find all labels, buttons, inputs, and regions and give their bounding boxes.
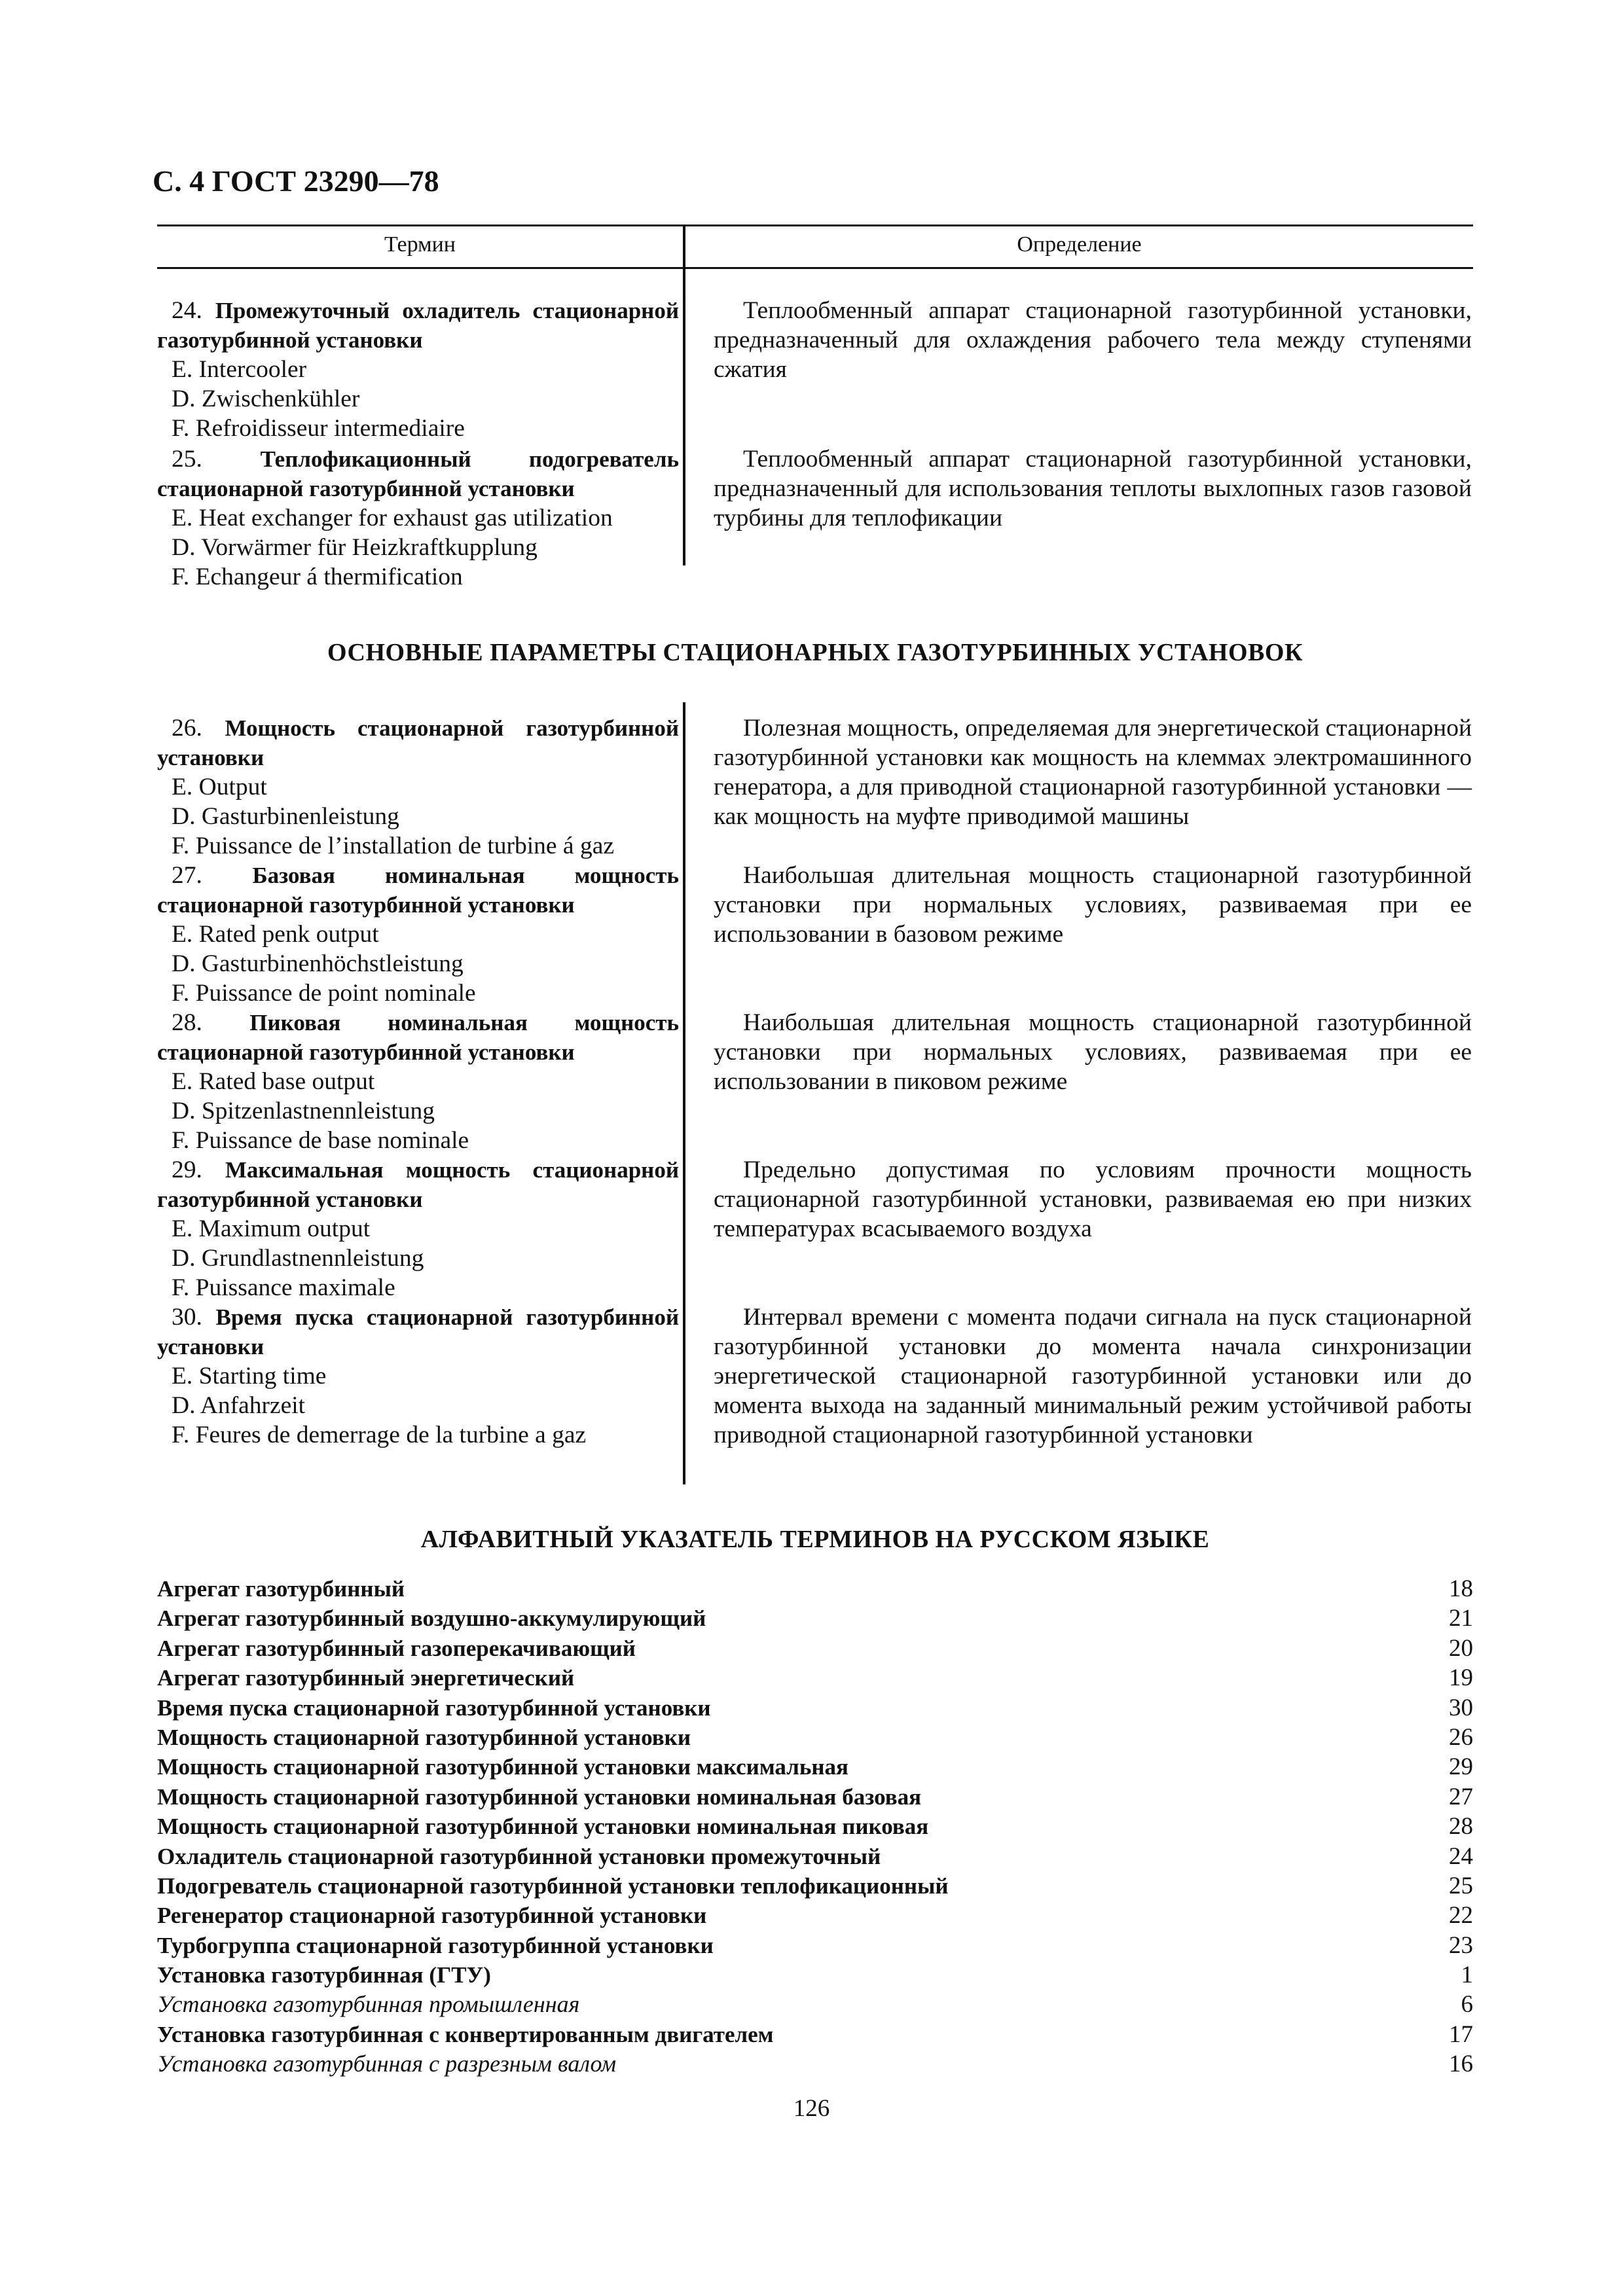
- index-row: Агрегат газотурбинный 18: [157, 1575, 1473, 1602]
- term-column-header: Термин: [384, 232, 456, 257]
- term-english: E. Heat exchanger for exhaust gas utilization: [172, 505, 613, 531]
- definition-28: Наибольшая длительная мощность стационарной газотурбинной установки при нормальных условиях, развиваемая при ее использовании в пиковом режиме: [714, 1009, 1472, 1095]
- term-french: F. Echangeur á thermification: [172, 564, 463, 590]
- term-english: E. Maximum output: [172, 1215, 371, 1242]
- term-english: E. Rated penk output: [172, 921, 379, 948]
- term-german: D. Anfahrzeit: [172, 1392, 306, 1419]
- term-french: F. Puissance de l’installation de turbine á gaz: [172, 833, 614, 859]
- term-german: D. Spitzenlastnennleistung: [172, 1098, 435, 1124]
- term-french: F. Puissance de point nominale: [172, 980, 476, 1007]
- terms-block-2: [157, 713, 1473, 1486]
- index-row: Регенератор стационарной газотурбинной установки 22: [157, 1902, 1473, 1929]
- term-heading: 26. Мощность стационарной газотурбинной установки: [157, 715, 680, 770]
- alphabetical-index: [157, 1574, 1473, 2079]
- section-title-parameters: ОСНОВНЫЕ ПАРАМЕТРЫ СТАЦИОНАРНЫХ ГАЗОТУРБИННЫХ УСТАНОВОК: [327, 639, 1303, 666]
- definition-27: Наибольшая длительная мощность стационарной газотурбинной установки при нормальных условиях, развиваемая при ее использовании в базовом режиме: [714, 862, 1472, 948]
- index-row: Агрегат газотурбинный газоперекачивающий 20: [157, 1634, 1473, 1662]
- term-english: E. Output: [172, 774, 267, 800]
- index-row: Установка газотурбинная с разрезным валом 16: [157, 2051, 1473, 2078]
- term-english: E. Rated base output: [172, 1068, 375, 1095]
- table-header-rule: [157, 267, 1473, 269]
- definition-25: Теплообменный аппарат стационарной газотурбинной установки, предназначенный для использования теплоты выхлопных газов газовой турбины для теплофикации: [714, 446, 1472, 531]
- term-heading: 30. Время пуска стационарной газотурбинной установки: [157, 1304, 680, 1359]
- column-divider: [683, 267, 685, 565]
- header-divider: [683, 226, 685, 268]
- table-header-row: [157, 226, 1473, 266]
- term-english: E. Starting time: [172, 1363, 327, 1390]
- index-row: Установка газотурбинная с конвертированным двигателем 17: [157, 2020, 1473, 2048]
- definition-column-header: Определение: [1017, 232, 1142, 257]
- index-row: Установка газотурбинная промышленная 6: [157, 1991, 1473, 2018]
- term-english: E. Intercooler: [172, 356, 307, 383]
- term-german: D. Zwischenkühler: [172, 386, 360, 412]
- term-german: D. Vorwärmer für Heizkraftkupplung: [172, 534, 538, 561]
- term-heading: 24. Промежуточный охладитель стационарной газотурбинной установки: [157, 297, 679, 353]
- index-row: Агрегат газотурбинный энергетический 19: [157, 1664, 1473, 1692]
- term-french: F. Feures de demerrage de la turbine a gaz: [172, 1422, 587, 1448]
- term-entry-26: [157, 713, 679, 861]
- term-heading: 28. Пиковая номинальная мощность стационарной газотурбинной установки: [157, 1009, 679, 1065]
- terms-block-1: [157, 296, 1473, 596]
- page-number: 126: [793, 2095, 830, 2122]
- page-header: С. 4 ГОСТ 23290—78: [153, 164, 439, 198]
- term-entry-25: [157, 444, 679, 592]
- term-french: F. Puissance de base nominale: [172, 1127, 469, 1154]
- term-entry-29: [157, 1155, 679, 1302]
- index-row: Мощность стационарной газотурбинной установки номинальная базовая 27: [157, 1783, 1473, 1810]
- term-german: D. Gasturbinenhöchstleistung: [172, 950, 464, 977]
- term-heading: 25. Теплофикационный подогреватель стационарной газотурбинной установки: [157, 446, 679, 501]
- definition-26: Полезная мощность, определяемая для энергетической стационарной газотурбинной установки как мощность на клеммах электромашинного генератора, а для приводной стационарной газотурбинной установки — как мощность на муфте приводимой машины: [714, 715, 1472, 830]
- term-french: F. Refroidisseur intermediaire: [172, 415, 465, 442]
- index-row: Мощность стационарной газотурбинной установки 26: [157, 1723, 1473, 1751]
- index-row: Подогреватель стационарной газотурбинной установки теплофикационный 25: [157, 1872, 1473, 1899]
- index-row: Турбогруппа стационарной газотурбинной установки 23: [157, 1931, 1473, 1959]
- index-row: Агрегат газотурбинный воздушно-аккумулирующий 21: [157, 1605, 1473, 1632]
- index-row: Время пуска стационарной газотурбинной установки 30: [157, 1694, 1473, 1721]
- term-entry-24: [157, 296, 679, 443]
- term-entry-28: [157, 1008, 679, 1155]
- definition-24: Теплообменный аппарат стационарной газотурбинной установки, предназначенный для охлаждения рабочего тела между ступенями сжатия: [714, 297, 1472, 383]
- term-entry-27: [157, 861, 679, 1008]
- index-row: Охладитель стационарной газотурбинной установки промежуточный 24: [157, 1842, 1473, 1870]
- term-german: D. Gasturbinenleistung: [172, 803, 399, 830]
- term-entry-30: [157, 1302, 679, 1450]
- section-title-index: АЛФАВИТНЫЙ УКАЗАТЕЛЬ ТЕРМИНОВ НА РУССКОМ ЯЗЫКЕ: [420, 1526, 1210, 1553]
- term-heading: 27. Базовая номинальная мощность стационарной газотурбинной установки: [157, 862, 679, 918]
- definition-29: Предельно допустимая по условиям прочности мощность стационарной газотурбинной установки, развиваемая ею при низких температурах всасываемого воздуха: [714, 1157, 1472, 1242]
- term-heading: 29. Максимальная мощность стационарной газотурбинной установки: [157, 1157, 679, 1212]
- term-german: D. Grundlastnennleistung: [172, 1245, 424, 1272]
- definition-30: Интервал времени с момента подачи сигнала на пуск стационарной газотурбинной установки до момента начала синхронизации энергетической стационарной газотурбинной установки или до момента выхода на заданный минимальный режим устойчивой работы приводной стационарной газотурбинной установки: [714, 1304, 1472, 1448]
- index-row: Установка газотурбинная (ГТУ) 1: [157, 1962, 1473, 1989]
- column-divider: [683, 702, 685, 1484]
- term-french: F. Puissance maximale: [172, 1274, 395, 1301]
- index-row: Мощность стационарной газотурбинной установки номинальная пиковая 28: [157, 1813, 1473, 1840]
- index-row: Мощность стационарной газотурбинной установки максимальная 29: [157, 1753, 1473, 1781]
